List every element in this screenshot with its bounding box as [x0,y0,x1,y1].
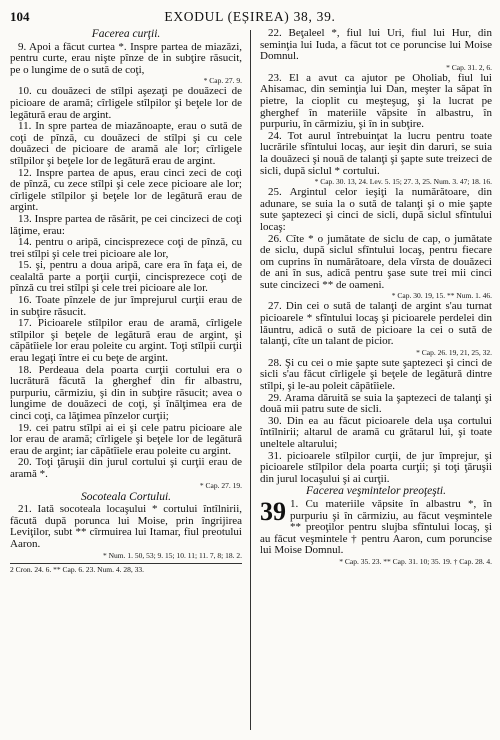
verse: 20. Toţi ţăruşii din jurul cortului şi curţii erau de aramă *. [10,456,242,480]
verse: 15. şi, pentru a doua aripă, care era în faţa ei, de cealaltă parte a porţii curţii, cincisprezece coţi de pînză cu trei stîlpi şi cele trei picioare ale lor. [10,259,242,295]
verse: 16. Toate pînzele de jur împrejurul curţii erau de in subţire răsucit. [10,294,242,318]
verse: 18. Perdeaua dela poarta curţii cortului era o lucrătură făcută la gherghef din fir albastru, purpuriu, cărmiziu, şi din in subţire răsucit; avea o lungime de douăzeci de coţi, şi înălţimea era de cinci coţi, ca lăţimea pînzelor curţii; [10,363,242,422]
page-header [0,9,500,27]
column-divider [250,30,251,730]
left-column [10,28,242,575]
verse: 26. Cîte * o jumătate de siclu de cap, o jumătate de siclu, după siclul sfîntului locaş, pentru fiecare om cuprins în numărătoare, dela vîrsta de douăzeci de ani în sus, adică pentru şase sute trei mii cinci sute cincizeci ** de oameni. [260,232,492,291]
right-column [260,28,492,567]
cross-reference: * Cap. 30. 19, 15. ** Num. 1. 46. [391,291,492,301]
verse: 22. Beţaleel *, fiul lui Uri, fiul lui Hur, din seminţia lui Iuda, a făcut tot ce poruncise lui Moise Domnul. [260,27,492,63]
cross-reference: * Cap. 26. 19, 21, 25, 32. [416,347,492,357]
verse: 21. Iată socoteala locaşului * cortului întîlnirii, făcută după porunca lui Moise, prin îngrijirea Leviţilor, subt ** cîrmuirea lui Itamar, fiul preotului Aaron. [10,503,242,550]
page-number: 104 [10,9,30,24]
verse: 30. Din ea au făcut picioarele dela uşa cortului întîlnirii; altarul de aramă cu grătarul lui, şi toate uneltele altarului; [260,414,492,450]
verse: 12. Inspre partea de apus, erau cinci zeci de coţi de pînză, cu zece stîlpi şi cele zece picioare ale lor; cîrligele stîlpilor şi beţele lor de legătură erau de argint. [10,166,242,214]
verse: 24. Tot aurul întrebuinţat la lucru pentru toate lucrările sfîntului locaş, aur ieşit din daruri, se suia la douăzeci şi nouă de talanţi şi şapte sute treizeci de sicli, după siclul * cortului. [260,129,492,177]
section-title-court: Facerea curţii. [91,28,161,40]
verse: 14. pentru o aripă, cincisprezece coţi de pînză, cu trei stîlpi şi cele trei picioare ale lor, [10,236,242,260]
verse: 25. Argintul celor ieşiţi la numărătoare, din adunare, se suia la o sută de talanţi şi o mie şapte sute şaptezeci şi cinci de sicli, după siclul sfîntului locaş: [260,186,492,233]
footnote-rule [10,563,242,564]
verse: 29. Arama dăruită se suia la şaptezeci de talanţi şi două mii patru sute de sicli. [260,391,492,416]
verse: 28. Şi cu cei o mie şapte sute şaptezeci şi cinci de sicli s'au făcut cîrligele şi beţele de legătură dintre stîlpi, şi le-au poleit căpătîiele. [260,356,492,393]
verse: 27. Din cei o sută de talanţi de argint s'au turnat picioarele * sfîntului locaş şi picioarele perdelei din lăuntru, adică o sută de picioare la cei o sută de talanţi, cîte un talant de picior. [260,300,492,348]
verse: 1. Cu materiile văpsite în albastru *, în purpuriu şi în cărmiziu, au făcut veşmintele ** preoţilor pentru slujba sfîntului locaş, şi au făcut veşmintele † pentru Aaron, cum poruncise lui Moise Domnul. [260,498,492,557]
section-title-tabernacle-account: Socoteala Cortului. [80,490,172,503]
verse: 11. In spre partea de miazănoapte, erau o sută de coţi de pînză, cu douăzeci de stîlpi şi cu cele douăzeci de picioare de aramă ale lor; cîrligele stîlpilor şi beţele lor de legătură erau de argint. [10,120,242,167]
cross-reference: * Cap. 30. 13, 24. Lev. 5. 15; 27. 3, 25. Num. 3. 47; 18. 16. [314,177,492,187]
running-title: EXODUL (EȘIREA) 38, 39. [164,9,336,24]
chapter-number: 39 [260,498,286,526]
section-title-priestly-garments: Facerea veşmintelor preoţeşti. [306,485,446,498]
cross-reference: * Cap. 31. 2, 6. [446,62,492,72]
verse: 17. Picioarele stîlpilor erau de aramă, cîrligele stîlpilor şi beţele de legătură erau de argint, şi căpătîiele lor erau poleite cu argint. Toţi stîlpii curţii erau legaţi între ei cu beţe de argint. [10,317,242,365]
cross-reference: * Cap. 27. 9. [203,76,242,86]
cross-reference: * Num. 1. 50, 53; 9. 15; 10. 11; 11. 7, 8; 18. 2. [102,550,242,560]
footnote: 2 Cron. 24. 6. ** Cap. 6. 23. Num. 4. 28, 33. [10,564,144,574]
cross-reference: * Cap. 27. 19. [199,480,242,490]
verse: 23. El a avut ca ajutor pe Oholiab, fiul lui Ahisamac, din seminţia lui Dan, meşter la săpat în pietre, la cioplit cu meşteşug, şi la lucrat pe gherghef în materiile văpsite în albastru, în purpuriu, în cărmiziu, şi în in subţire. [260,71,492,131]
verse: 10. cu douăzeci de stîlpi aşezaţi pe douăzeci de picioare de aramă; cîrligele stîlpilor şi beţele lor de legătură erau de argint. [10,85,242,121]
cross-reference: * Cap. 35. 23. ** Cap. 31. 10; 35. 19. † Cap. 28. 4. [339,556,492,566]
verse: 31. picioarele stîlpilor curţii, de jur împrejur, şi picioarele stîlpilor dela poarta curţii; şi toţi ţăruşii din jurul locaşului şi ai curţii. [260,449,492,485]
verse: 19. cei patru stîlpi ai ei şi cele patru picioare ale lor erau de aramă; cîrligele şi beţele lor de legătură erau de argint; iar căpătîiele erau poleite cu argint. [10,421,242,457]
chapter-opening [260,499,492,557]
verse: 13. Inspre partea de răsărit, pe cei cincizeci de coţi lăţime, erau: [10,212,242,237]
verse: 9. Apoi a făcut curtea *. Inspre partea de miazăzi, pentru curte, erau nişte pînze de in subţire răsucit, pe o lungime de o sută de coţi, [10,40,242,76]
